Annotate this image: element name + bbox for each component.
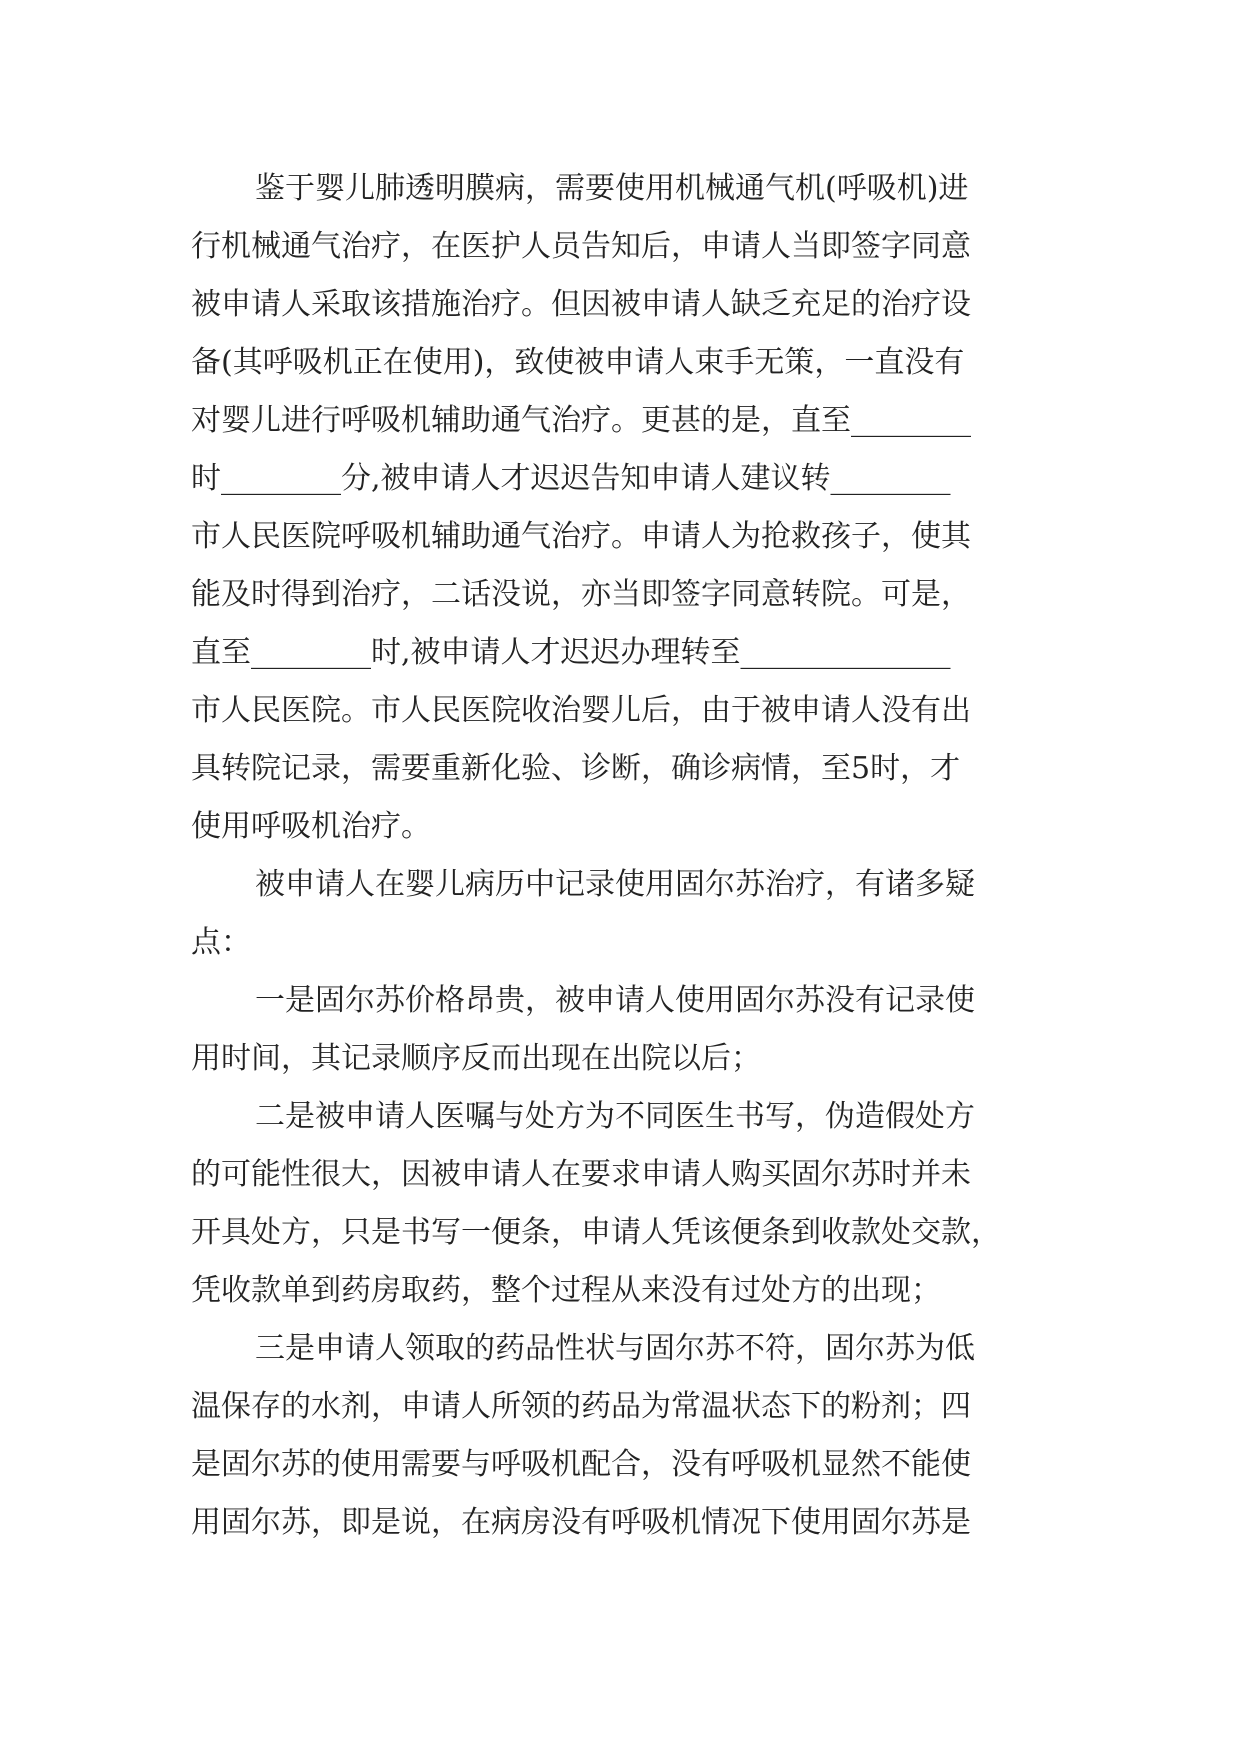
text-line: 用固尔苏，即是说，在病房没有呼吸机情况下使用固尔苏是	[191, 1505, 971, 1540]
text-line: 鉴于婴儿肺透明膜病，需要使用机械通气机(呼吸机)进	[255, 171, 969, 206]
text-line: 被申请人采取该措施治疗。但因被申请人缺乏充足的治疗设	[191, 287, 971, 322]
text-line: 使用呼吸机治疗。	[191, 809, 431, 844]
text-line: 二是被申请人医嘱与处方为不同医生书写，伪造假处方	[255, 1099, 975, 1134]
text-line: 用时间，其记录顺序反而出现在出院以后；	[191, 1041, 761, 1076]
text-line: 一是固尔苏价格昂贵，被申请人使用固尔苏没有记录使	[255, 983, 975, 1018]
text-line: 点：	[191, 925, 251, 960]
text-line: 是固尔苏的使用需要与呼吸机配合，没有呼吸机显然不能使	[191, 1447, 971, 1482]
text-line: 对婴儿进行呼吸机辅助通气治疗。更甚的是，直至________	[191, 403, 971, 438]
text-line: 能及时得到治疗，二话没说，亦当即签字同意转院。可是，	[191, 577, 971, 612]
text-line: 市人民医院。市人民医院收治婴儿后，由于被申请人没有出	[191, 693, 971, 728]
text-line: 行机械通气治疗，在医护人员告知后，申请人当即签字同意	[191, 229, 971, 264]
text-line: 的可能性很大，因被申请人在要求申请人购买固尔苏时并未	[191, 1157, 971, 1192]
text-line: 时________分,被申请人才迟迟告知申请人建议转________	[191, 461, 951, 496]
text-line: 具转院记录，需要重新化验、诊断，确诊病情，至5时，才	[191, 751, 961, 786]
text-line: 温保存的水剂，申请人所领的药品为常温状态下的粉剂；四	[191, 1389, 971, 1424]
text-line: 开具处方，只是书写一便条，申请人凭该便条到收款处交款，	[191, 1215, 1001, 1250]
text-line: 备(其呼吸机正在使用)，致使被申请人束手无策，一直没有	[191, 345, 965, 380]
text-line: 三是申请人领取的药品性状与固尔苏不符，固尔苏为低	[255, 1331, 975, 1366]
text-line: 被申请人在婴儿病历中记录使用固尔苏治疗，有诸多疑	[255, 867, 975, 902]
text-line: 凭收款单到药房取药，整个过程从来没有过处方的出现；	[191, 1273, 941, 1308]
text-line: 直至________时,被申请人才迟迟办理转至______________	[191, 635, 951, 670]
document-body	[191, 160, 1051, 1552]
text-line: 市人民医院呼吸机辅助通气治疗。申请人为抢救孩子，使其	[191, 519, 971, 554]
